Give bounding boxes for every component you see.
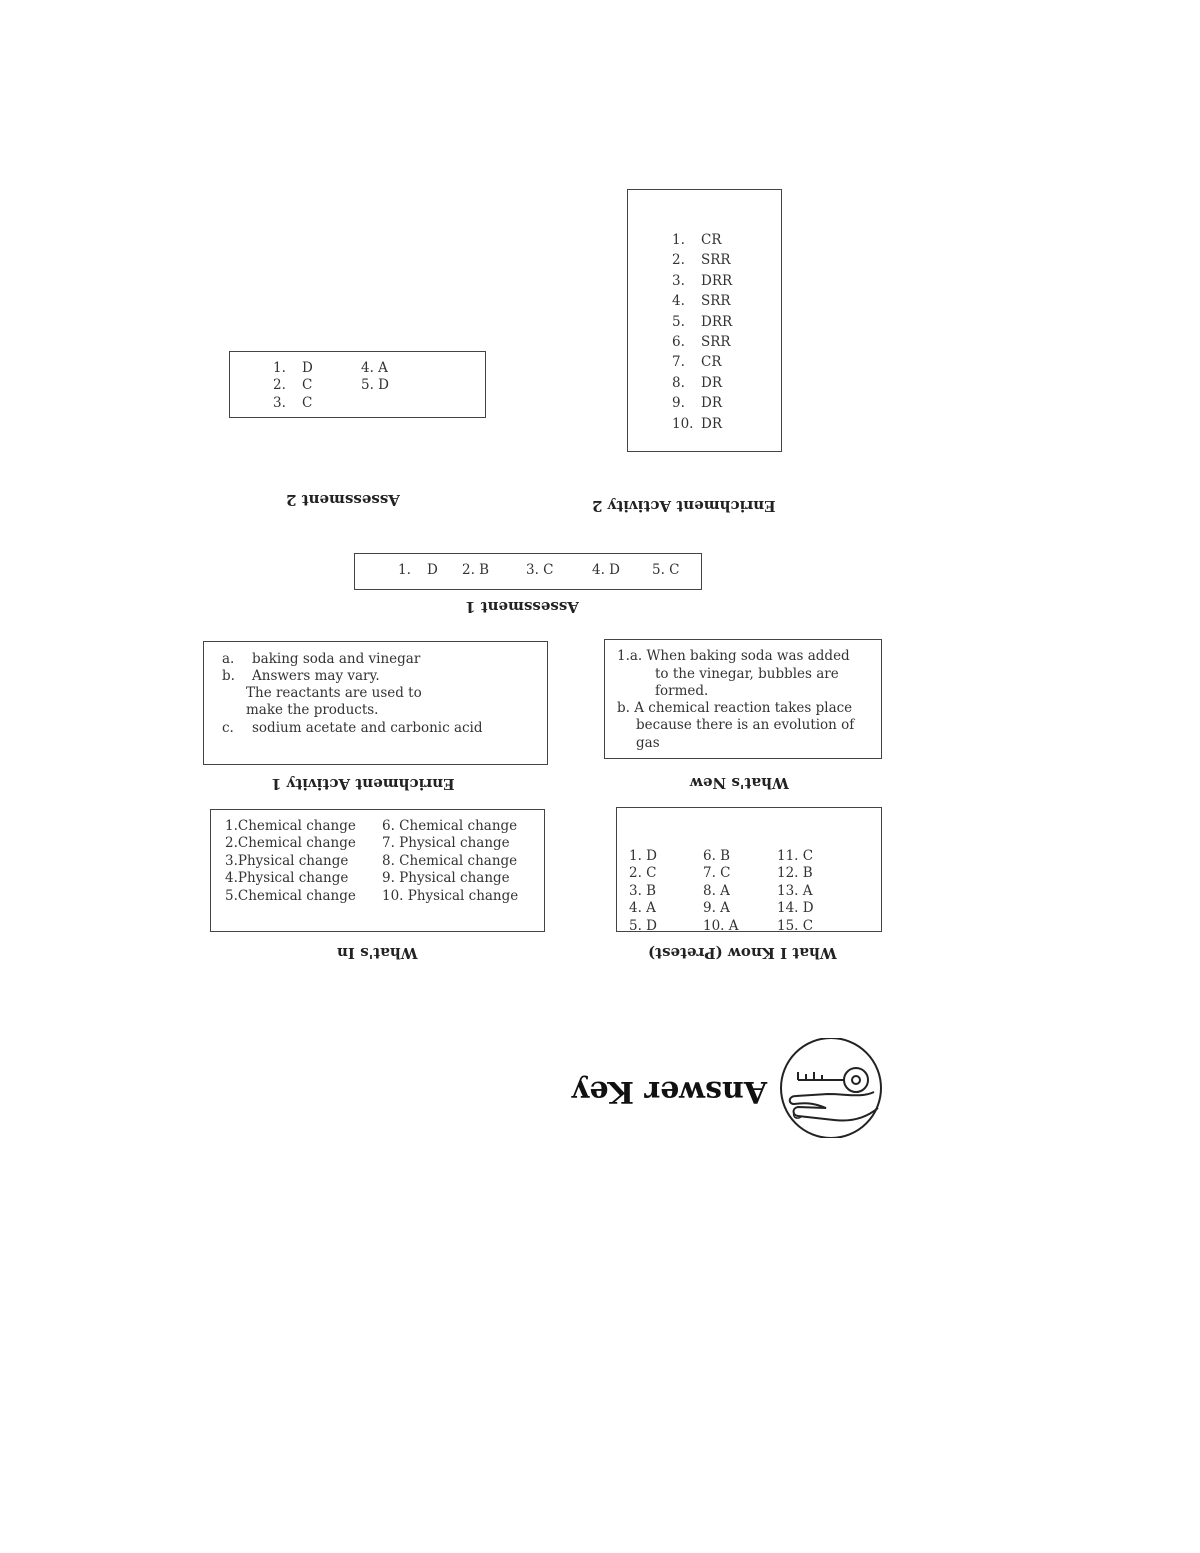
assessment-1-answer: 5. C (652, 562, 680, 578)
whats-new-line: 1.a. When baking soda was added (617, 648, 850, 664)
pretest-box (616, 807, 882, 932)
pretest-answer: 10. A (703, 917, 739, 932)
enrichment-1-line: make the products. (246, 702, 379, 718)
whats-new-line: gas (636, 735, 660, 751)
enrichment-2-answer: DR (701, 415, 722, 432)
assessment-1-answer: D (427, 562, 438, 578)
whats-new-heading: What's New (690, 774, 789, 792)
enrichment-1-line: sodium acetate and carbonic acid (252, 720, 483, 736)
enrichment-2-answer: CR (701, 354, 722, 371)
enrichment-2-box (627, 189, 782, 452)
pretest-answer: 1. D (629, 848, 657, 864)
whats-in-answer: 1.Chemical change (225, 818, 356, 834)
pretest-answer: 15. C (777, 917, 814, 932)
hand-with-key-icon (776, 1038, 886, 1138)
enrichment-2-number: 2. (672, 252, 685, 269)
enrichment-1-line: a. (222, 651, 235, 667)
pretest-answer: 12. B (777, 865, 813, 882)
assessment-2-answer: C (302, 377, 313, 393)
whats-in-heading: What's In (337, 944, 418, 962)
enrichment-1-line: b. (222, 668, 235, 684)
whats-in-answer: 10. Physical change (382, 887, 519, 904)
enrichment-1-box (203, 641, 548, 765)
enrichment-2-answer: SRR (701, 293, 731, 310)
assessment-2-answer: C (302, 395, 313, 411)
enrichment-2-number: 10. (672, 415, 694, 432)
pretest-answer: 11. C (777, 848, 814, 864)
enrichment-1-line: Answers may vary. (252, 668, 380, 684)
enrichment-2-number: 4. (672, 293, 685, 310)
assessment-2-heading: Assessment 2 (286, 491, 400, 509)
enrichment-2-answer: SRR (701, 252, 731, 269)
pretest-answer: 13. A (777, 882, 813, 899)
enrichment-2-number: 1. (672, 232, 685, 248)
pretest-answer: 6. B (703, 848, 731, 864)
enrichment-2-answer: DRR (701, 272, 733, 289)
pretest-heading: What I Know (Pretest) (648, 944, 837, 962)
pretest-answer: 9. A (703, 900, 730, 917)
enrichment-2-answer: DRR (701, 313, 733, 330)
enrichment-1-heading: Enrichment Activity 1 (271, 775, 455, 793)
assessment-2-answer: 1. (273, 360, 286, 376)
assessment-2-answer: 5. D (361, 377, 389, 393)
pretest-answer: 3. B (629, 882, 657, 899)
enrichment-1-line: The reactants are used to (246, 685, 422, 701)
assessment-1-heading: Assessment 1 (465, 598, 579, 616)
enrichment-2-number: 9. (672, 395, 685, 412)
pretest-answer: 7. C (703, 865, 731, 882)
enrichment-2-answer: DR (701, 395, 722, 412)
enrichment-2-number: 8. (672, 374, 685, 391)
enrichment-1-line: baking soda and vinegar (252, 651, 421, 667)
whats-in-answer: 7. Physical change (382, 835, 510, 852)
enrichment-2-number: 7. (672, 354, 685, 371)
pretest-answer: 8. A (703, 882, 730, 899)
whats-new-line: because there is an evolution of (636, 717, 855, 733)
enrichment-2-number: 6. (672, 334, 685, 350)
assessment-2-answer: 2. (273, 377, 286, 393)
assessment-2-answer: 3. (273, 395, 286, 411)
whats-in-answer: 2.Chemical change (225, 835, 356, 852)
whats-new-line: formed. (655, 683, 709, 699)
assessment-1-answer: 4. D (592, 562, 620, 578)
whats-in-answer: 6. Chemical change (382, 818, 518, 834)
pretest-answer: 4. A (629, 900, 656, 917)
enrichment-2-answer: CR (701, 232, 722, 248)
pretest-answer: 14. D (777, 900, 814, 917)
enrichment-2-number: 5. (672, 313, 685, 330)
whats-in-answer: 3.Physical change (225, 852, 349, 869)
pretest-answer: 5. D (629, 917, 657, 932)
enrichment-2-heading: Enrichment Activity 2 (592, 497, 776, 515)
whats-new-line: to the vinegar, bubbles are (655, 666, 839, 682)
whats-new-box (604, 639, 882, 759)
whats-new-line: b. A chemical reaction takes place (617, 700, 853, 716)
assessment-1-answer: 3. C (526, 562, 554, 578)
assessment-1-box (354, 553, 702, 590)
enrichment-2-answer: DR (701, 374, 722, 391)
assessment-2-answer: 4. A (361, 360, 388, 376)
enrichment-1-line: c. (222, 720, 234, 736)
whats-in-answer: 4.Physical change (225, 870, 349, 887)
whats-in-answer: 5.Chemical change (225, 887, 356, 904)
assessment-2-box (229, 351, 486, 418)
whats-in-answer: 9. Physical change (382, 870, 510, 887)
pretest-answer: 2. C (629, 865, 657, 882)
whats-in-answer: 8. Chemical change (382, 852, 518, 869)
assessment-2-answer: D (302, 360, 313, 376)
enrichment-2-answer: SRR (701, 334, 731, 350)
answer-key-title: Answer Key (572, 1074, 768, 1109)
whats-in-box (210, 809, 545, 932)
assessment-1-answer: 2. B (462, 562, 490, 578)
enrichment-2-number: 3. (672, 272, 685, 289)
assessment-1-answer: 1. (398, 562, 411, 578)
